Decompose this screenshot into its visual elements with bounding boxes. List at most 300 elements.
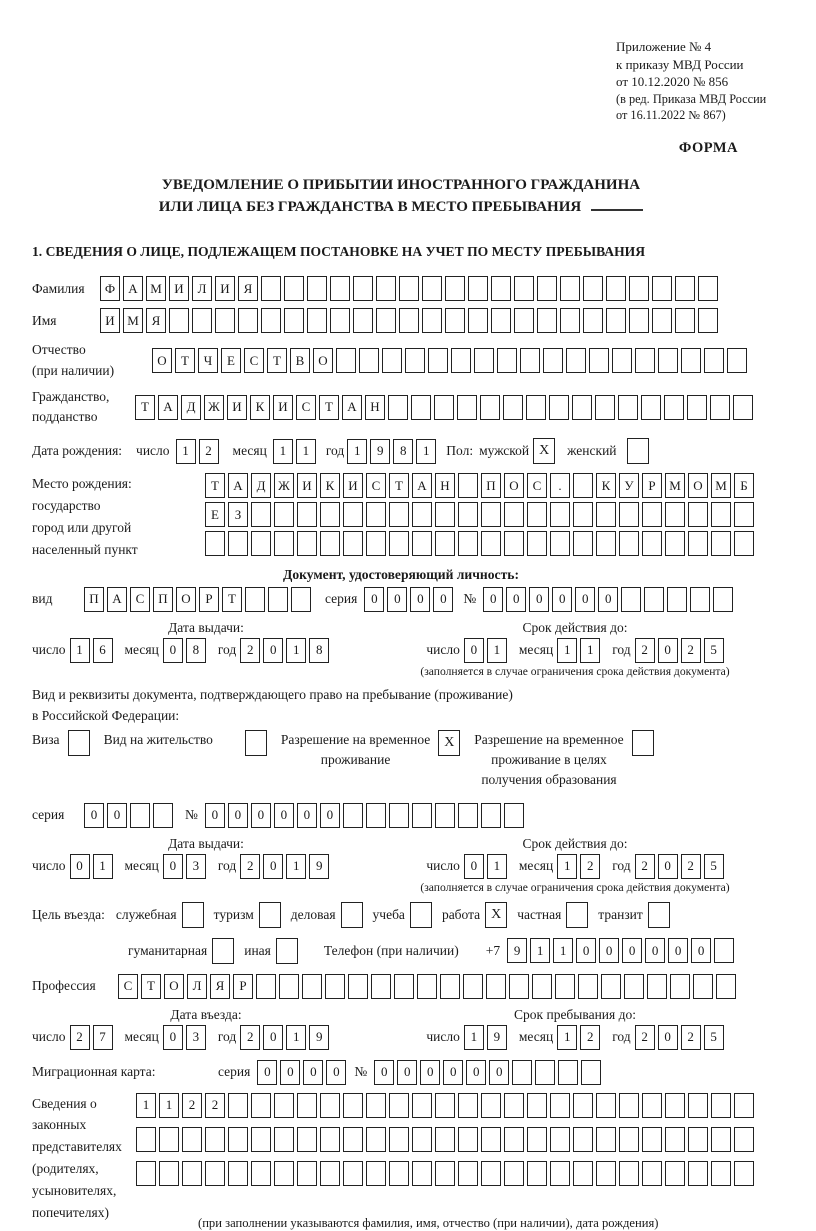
char-box (583, 308, 603, 333)
char-box: 5 (704, 1025, 724, 1050)
surname-label: Фамилия (32, 280, 85, 296)
char-box: 2 (635, 1025, 655, 1050)
temp-permit-edu-option: Разрешение на временное проживание в целях получения образования (474, 730, 653, 791)
char-box: 0 (552, 587, 572, 612)
char-box: О (176, 587, 196, 612)
mc-series-boxes (257, 1060, 346, 1085)
char-box: 0 (326, 1060, 346, 1085)
entry-date-title: Дата въезда: (170, 1006, 242, 1022)
char-box: С (366, 473, 386, 498)
char-box (389, 1093, 409, 1118)
char-box (665, 1127, 685, 1152)
char-box (558, 1060, 578, 1085)
char-box: Е (205, 502, 225, 527)
char-box (514, 276, 534, 301)
birthplace-label: Место рождения: государство город или другой населенный пункт (32, 476, 138, 557)
char-box: Я (210, 974, 230, 999)
char-box: 0 (658, 638, 678, 663)
char-box (642, 1093, 662, 1118)
char-box (550, 1161, 570, 1186)
char-box: М (711, 473, 731, 498)
char-box: Т (389, 473, 409, 498)
res-number-label: № (185, 807, 198, 823)
migration-card-label: Миграционная карта: (32, 1064, 156, 1080)
char-box: А (158, 395, 178, 420)
char-box (412, 803, 432, 828)
birth-year-boxes (347, 439, 436, 464)
char-box (543, 348, 563, 373)
char-box (228, 1161, 248, 1186)
char-box: 2 (580, 1025, 600, 1050)
char-box (458, 1161, 478, 1186)
char-box (491, 308, 511, 333)
residence-doc-options (32, 730, 770, 791)
char-box (422, 308, 442, 333)
char-box: Ч (198, 348, 218, 373)
char-box (537, 276, 557, 301)
purpose-row2: гуманитарная иная Телефон (при наличии) +7 9 1 1 0 0 0 0 0 0 (32, 938, 770, 964)
char-box (412, 502, 432, 527)
entry-dates (32, 1007, 770, 1050)
char-box (251, 1161, 271, 1186)
char-box (336, 348, 356, 373)
char-box (251, 1093, 271, 1118)
char-box (474, 348, 494, 373)
mc-number-label: № (354, 1064, 368, 1080)
char-box: Д (181, 395, 201, 420)
char-box (445, 308, 465, 333)
validity-note: (заполняется в случае ограничения срока действия документа) (420, 880, 730, 894)
char-box: Б (734, 473, 754, 498)
char-box (279, 974, 299, 999)
char-box: 0 (274, 803, 294, 828)
char-box (535, 1060, 555, 1085)
month-label: месяц (518, 1029, 554, 1045)
valid-day-boxes (464, 638, 507, 663)
issue-day-boxes (70, 638, 113, 663)
char-box (504, 1127, 524, 1152)
char-box: 2 (681, 638, 701, 663)
char-box (366, 803, 386, 828)
char-box (550, 531, 570, 556)
valid-until-title: Срок действия до: (522, 619, 628, 635)
char-box: Н (365, 395, 385, 420)
month-label: месяц (124, 642, 159, 658)
char-box: Р (233, 974, 253, 999)
char-box: 0 (529, 587, 549, 612)
char-box: 0 (622, 938, 642, 963)
char-box (550, 1093, 570, 1118)
char-box: 1 (286, 1025, 306, 1050)
char-box (330, 276, 350, 301)
char-box (330, 308, 350, 333)
char-box (394, 974, 414, 999)
entry-day-boxes (70, 1025, 113, 1050)
char-box (573, 531, 593, 556)
char-box (526, 395, 546, 420)
char-box: 3 (186, 1025, 206, 1050)
char-box (612, 348, 632, 373)
ref-line: от 10.12.2020 № 856 (616, 74, 729, 90)
char-box: 8 (309, 638, 329, 663)
temp-permit-option: Разрешение на временное проживание X (281, 730, 460, 771)
stay-day-boxes (464, 1025, 507, 1050)
char-box (621, 587, 641, 612)
char-box (251, 531, 271, 556)
char-box (458, 531, 478, 556)
char-box (325, 974, 345, 999)
char-box: 1 (557, 638, 577, 663)
char-box (486, 974, 506, 999)
char-box: 5 (704, 854, 724, 879)
year-label: год (325, 443, 345, 459)
char-box (481, 502, 501, 527)
res-issue-day-boxes (70, 854, 113, 879)
doc-type-label: вид (32, 591, 53, 607)
char-box (205, 531, 225, 556)
mc-series-label: серия (218, 1064, 251, 1080)
char-box: 5 (704, 638, 724, 663)
identity-doc-heading: Документ, удостоверяющий личность: (283, 566, 519, 582)
char-box: Л (187, 974, 207, 999)
citizenship-boxes (135, 395, 753, 420)
char-box: 2 (199, 439, 219, 464)
char-box: 1 (416, 439, 436, 464)
char-box (320, 1161, 340, 1186)
char-box (307, 308, 327, 333)
char-box: 0 (228, 803, 248, 828)
char-box: 2 (681, 1025, 701, 1050)
res-issue-year-boxes (240, 854, 329, 879)
char-box: 9 (370, 439, 390, 464)
char-box: 0 (599, 938, 619, 963)
char-box: А (342, 395, 362, 420)
char-box: 1 (273, 439, 293, 464)
year-label: год (612, 1029, 631, 1045)
char-box: 1 (530, 938, 550, 963)
char-box: М (665, 473, 685, 498)
month-label: месяц (124, 858, 159, 874)
char-box (445, 276, 465, 301)
birth-day-boxes (176, 439, 219, 464)
char-box (215, 308, 235, 333)
char-box (458, 1093, 478, 1118)
char-box (389, 502, 409, 527)
char-box (619, 1093, 639, 1118)
char-box (573, 1093, 593, 1118)
char-box: Т (205, 473, 225, 498)
char-box: Т (135, 395, 155, 420)
char-box: Ж (274, 473, 294, 498)
char-box: 2 (635, 854, 655, 879)
char-box (688, 502, 708, 527)
char-box: 0 (163, 638, 183, 663)
section1-heading: 1. СВЕДЕНИЯ О ЛИЦЕ, ПОДЛЕЖАЩЕМ ПОСТАНОВКЕ НА УЧЕТ ПО МЕСТУ ПРЕБЫВАНИЯ (32, 244, 646, 260)
char-box (589, 348, 609, 373)
stay-year-boxes (635, 1025, 724, 1050)
char-box: . (550, 473, 570, 498)
phone-boxes (507, 938, 734, 963)
legal-reps-row1 (136, 1093, 754, 1118)
char-box: 0 (374, 1060, 394, 1085)
char-box (606, 276, 626, 301)
char-box: У (619, 473, 639, 498)
char-box (435, 1093, 455, 1118)
char-box (228, 1093, 248, 1118)
char-box (573, 1127, 593, 1152)
legal-reps-label: Сведения о законных представителях (родителях, усыновителях, попечителях) (32, 1095, 122, 1220)
doc-type-boxes (84, 587, 311, 612)
validity-note: (заполняется в случае ограничения срока действия документа) (420, 664, 730, 678)
char-box (509, 974, 529, 999)
char-box: 0 (598, 587, 618, 612)
char-box (644, 587, 664, 612)
char-box (665, 531, 685, 556)
char-box (596, 1161, 616, 1186)
char-box (480, 395, 500, 420)
char-box: 0 (433, 587, 453, 612)
char-box (504, 1161, 524, 1186)
gender-label: Пол: (446, 443, 474, 459)
char-box: Р (642, 473, 662, 498)
issue-date-title: Дата выдачи: (168, 619, 244, 635)
char-box (688, 1127, 708, 1152)
char-box (463, 974, 483, 999)
char-box (596, 502, 616, 527)
firstname-boxes (100, 308, 718, 333)
char-box: 2 (635, 638, 655, 663)
char-box (297, 502, 317, 527)
ref-line-edition: (в ред. Приказа МВД России (616, 91, 767, 106)
legal-reference-block (616, 38, 816, 124)
char-box (566, 348, 586, 373)
char-box: 0 (257, 1060, 277, 1085)
char-box (388, 395, 408, 420)
char-box (435, 803, 455, 828)
visa-checkbox (68, 730, 90, 756)
char-box: Т (175, 348, 195, 373)
forma-label: ФОРМА (678, 139, 738, 156)
char-box: И (343, 473, 363, 498)
char-box (159, 1161, 179, 1186)
char-box (504, 531, 524, 556)
char-box (458, 803, 478, 828)
char-box: 0 (263, 1025, 283, 1050)
char-box (274, 502, 294, 527)
char-box: 0 (464, 638, 484, 663)
char-box (642, 1127, 662, 1152)
res-issue-month-boxes (163, 854, 206, 879)
doc-series-label: серия (325, 591, 358, 607)
char-box: 9 (309, 1025, 329, 1050)
char-box (713, 587, 733, 612)
issue-month-boxes (163, 638, 206, 663)
char-box (710, 395, 730, 420)
char-box: Ф (100, 276, 120, 301)
char-box (297, 1127, 317, 1152)
legal-reps-caption: (при заполнении указываются фамилия, имя, отчество (при наличии), дата рождения) (198, 1215, 659, 1230)
char-box: 0 (163, 854, 183, 879)
char-box: 1 (136, 1093, 156, 1118)
char-box (727, 348, 747, 373)
char-box (343, 803, 363, 828)
char-box (503, 395, 523, 420)
char-box: 1 (70, 638, 90, 663)
char-box (261, 276, 281, 301)
firstname-label: Имя (32, 312, 57, 328)
char-box (734, 1161, 754, 1186)
char-box (389, 1127, 409, 1152)
char-box: 1 (557, 854, 577, 879)
char-box (596, 1093, 616, 1118)
char-box (675, 308, 695, 333)
char-box (690, 587, 710, 612)
residence-permit-checkbox (245, 730, 267, 756)
char-box (688, 531, 708, 556)
char-box: Н (435, 473, 455, 498)
char-box (481, 1161, 501, 1186)
char-box (688, 1093, 708, 1118)
year-label: год (612, 642, 631, 658)
day-label: число (32, 1029, 66, 1045)
char-box (532, 974, 552, 999)
char-box: В (290, 348, 310, 373)
identity-doc-dates (32, 620, 770, 678)
char-box (428, 348, 448, 373)
ref-line: к приказу МВД России (616, 56, 744, 72)
char-box (667, 587, 687, 612)
char-box: 1 (487, 638, 507, 663)
char-box (320, 1093, 340, 1118)
char-box: С (118, 974, 138, 999)
char-box: Я (146, 308, 166, 333)
char-box: 0 (303, 1060, 323, 1085)
month-label: месяц (518, 642, 554, 658)
char-box (527, 1127, 547, 1152)
char-box (652, 308, 672, 333)
char-box (560, 308, 580, 333)
char-box: 0 (320, 803, 340, 828)
char-box: 1 (93, 854, 113, 879)
char-box (274, 1093, 294, 1118)
char-box: 0 (70, 854, 90, 879)
char-box (647, 974, 667, 999)
char-box: 1 (176, 439, 196, 464)
char-box (555, 974, 575, 999)
char-box (435, 1161, 455, 1186)
char-box: П (153, 587, 173, 612)
purpose-row: Цель въезда: служебная туризм деловая учеба работа X частная транзит (32, 902, 770, 928)
char-box: 0 (263, 854, 283, 879)
char-box (573, 473, 593, 498)
ref-line-edition: от 16.11.2022 № 867) (616, 108, 726, 123)
form-title-line2: ИЛИ ЛИЦА БЕЗ ГРАЖДАНСТВА В МЕСТО ПРЕБЫВАНИЯ (32, 197, 770, 219)
char-box: 2 (240, 1025, 260, 1050)
char-box: И (227, 395, 247, 420)
char-box: З (228, 502, 248, 527)
char-box: 0 (297, 803, 317, 828)
char-box (205, 1127, 225, 1152)
residence-doc-dates (32, 836, 770, 894)
char-box: 0 (645, 938, 665, 963)
char-box (698, 308, 718, 333)
legal-reps-row2 (136, 1127, 754, 1152)
purpose-business-checkbox (182, 902, 204, 928)
birthdate-label: Дата рождения: (32, 443, 123, 459)
char-box (481, 1093, 501, 1118)
char-box (734, 1093, 754, 1118)
char-box (130, 803, 150, 828)
char-box (481, 803, 501, 828)
doc-number-label: № (463, 591, 477, 607)
char-box (417, 974, 437, 999)
char-box (596, 531, 616, 556)
char-box: 8 (186, 638, 206, 663)
char-box: 1 (286, 638, 306, 663)
char-box (581, 1060, 601, 1085)
char-box: 9 (487, 1025, 507, 1050)
char-box: 0 (280, 1060, 300, 1085)
char-box: 2 (205, 1093, 225, 1118)
surname-boxes (100, 276, 718, 301)
char-box (527, 1093, 547, 1118)
char-box: П (481, 473, 501, 498)
char-box: О (688, 473, 708, 498)
char-box (451, 348, 471, 373)
char-box: А (228, 473, 248, 498)
char-box (307, 276, 327, 301)
birth-month-boxes (273, 439, 316, 464)
gender-male-checkbox: X (533, 438, 555, 464)
char-box (550, 502, 570, 527)
char-box (399, 276, 419, 301)
char-box (714, 938, 734, 963)
char-box (664, 395, 684, 420)
birthplace-boxes (205, 473, 754, 560)
residence-doc-line2: в Российской Федерации: (32, 707, 180, 723)
char-box (389, 531, 409, 556)
temp-permit-checkbox: X (438, 730, 460, 756)
char-box (665, 1161, 685, 1186)
day-label: число (426, 858, 460, 874)
char-box (343, 1161, 363, 1186)
char-box: А (123, 276, 143, 301)
residence-permit-option: Вид на жительство (104, 730, 267, 756)
char-box (238, 308, 258, 333)
char-box (297, 1161, 317, 1186)
char-box: И (169, 276, 189, 301)
char-box (434, 395, 454, 420)
purpose-label: Цель въезда: (32, 906, 105, 922)
char-box (136, 1161, 156, 1186)
purpose-humanitarian-checkbox (212, 938, 234, 964)
char-box (468, 308, 488, 333)
ref-line: Приложение № 4 (616, 39, 712, 54)
char-box (411, 395, 431, 420)
char-box: 0 (464, 854, 484, 879)
char-box (514, 308, 534, 333)
char-box: А (107, 587, 127, 612)
char-box: 1 (580, 638, 600, 663)
char-box: С (130, 587, 150, 612)
char-box: 9 (507, 938, 527, 963)
char-box: О (164, 974, 184, 999)
char-box (366, 1127, 386, 1152)
year-label: год (217, 1029, 237, 1045)
char-box (389, 1161, 409, 1186)
char-box: Ж (204, 395, 224, 420)
res-valid-month-boxes (557, 854, 600, 879)
